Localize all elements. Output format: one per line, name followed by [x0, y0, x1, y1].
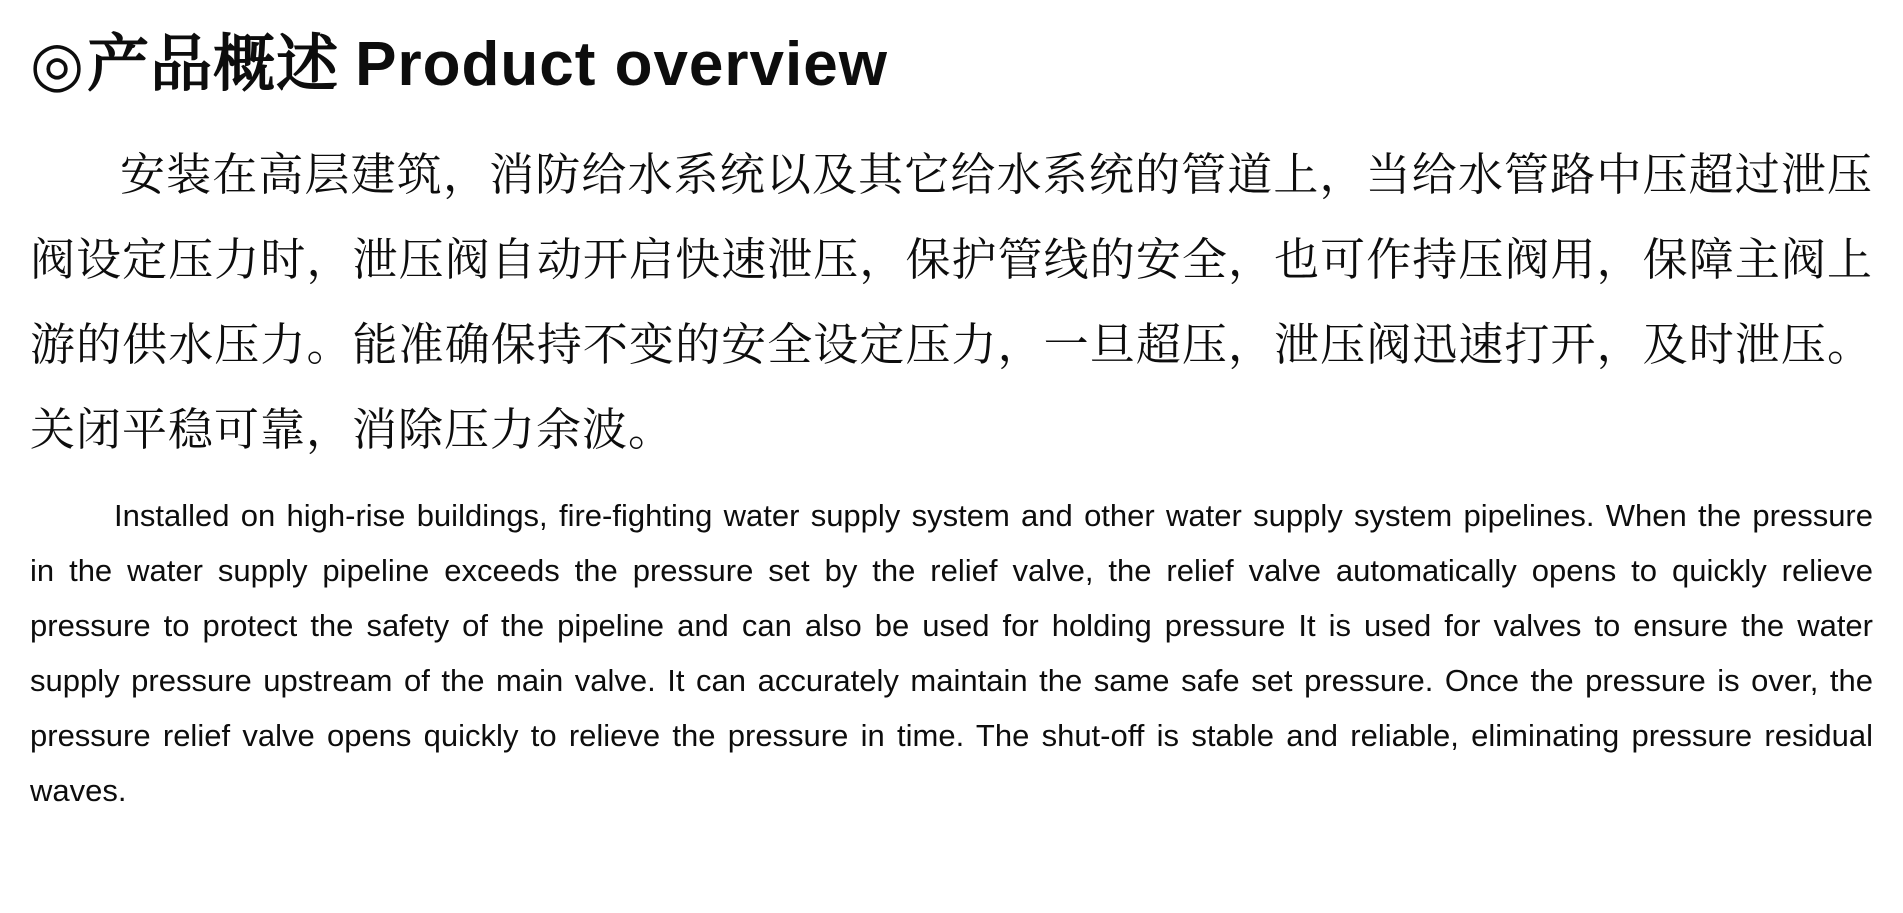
section-marker-icon: ◎: [30, 30, 86, 99]
page-title: [30, 26, 1873, 104]
product-overview-paragraph-english: Installed on high-rise buildings, fire-fighting water supply system and other water supply system pipelines. When the pressure in the water supply pipeline exceeds the pressure set by the relief valve, the relief valve automatically opens to quickly relieve pressure to protect the safety of the pipeline and can also be used for holding pressure It is used for valves to ensure the water supply pressure upstream of the main valve. It can accurately maintain the same safe set pressure. Once the pressure is over, the pressure relief valve opens quickly to relieve the pressure in time. The shut-off is stable and reliable, eliminating pressure residual waves.: [30, 497, 1873, 808]
page-title-en: Product overview: [355, 30, 888, 99]
product-overview-paragraph-chinese: 安装在高层建筑，消防给水系统以及其它给水系统的管道上，当给水管路中压超过泄压阀设定压力时，泄压阀自动开启快速泄压，保护管线的安全，也可作持压阀用，保障主阀上游的供水压力。能准确保持不变的安全设定压力，一旦超压，泄压阀迅速打开，及时泄压。关闭平稳可靠，消除压力余波。: [30, 148, 1873, 455]
page-title-zh: 产品概述: [87, 30, 340, 99]
